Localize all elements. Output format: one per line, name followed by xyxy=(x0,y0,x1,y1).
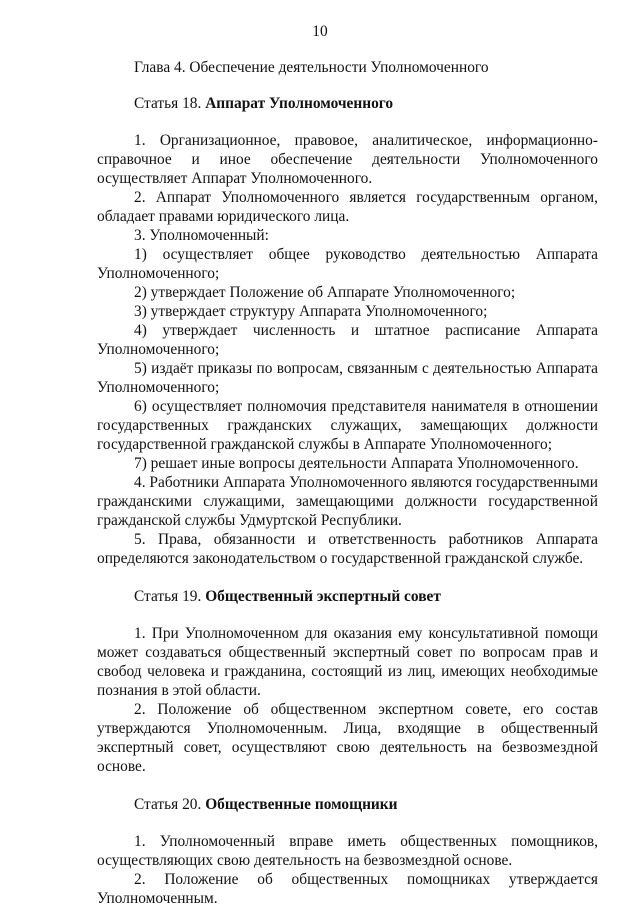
paragraph: 4) утверждает численность и штатное расписание Аппарата Уполномоченного; xyxy=(97,322,598,358)
paragraph: 3. Уполномоченный: xyxy=(134,227,269,244)
paragraph: 2) утверждает Положение об Аппарате Уполномоченного; xyxy=(134,284,516,301)
paragraph: 2. Положение об общественном экспертном совете, его состав утверждаются Уполномоченным. Лица, входящие в общественный экспертный совет, осуществляют свою деятельность на безвозмездной основе. xyxy=(97,701,598,775)
article-title: Аппарат Уполномоченного xyxy=(205,95,394,112)
paragraph: 1. Организационное, правовое, аналитическое, информационно-справочное и иное обеспечение деятельности Уполномоченного осуществляет Аппарат Уполномоченного. xyxy=(97,132,598,187)
section-spacer xyxy=(97,568,598,587)
section-spacer xyxy=(97,776,598,795)
paragraph: 1. При Уполномоченном для оказания ему консультативной помощи может создаваться общественный экспертный совет по вопросам прав и свобод человека и гражданина, состоящий из лиц, имеющих необходимые познания в этой области. xyxy=(97,625,598,699)
paragraph: 6) осуществляет полномочия представителя нанимателя в отношении государственных гражданских служащих, замещающих должности государственной гражданской службы в Аппарате Уполномоченного; xyxy=(97,398,598,453)
paragraph: 1) осуществляет общее руководство деятельностью Аппарата Уполномоченного; xyxy=(97,246,598,282)
article-title: Общественный экспертный совет xyxy=(205,588,441,605)
article-prefix: Статья 18. xyxy=(134,95,202,112)
article-prefix: Статья 19. xyxy=(134,588,202,605)
page-number: 10 xyxy=(312,23,328,40)
article-title: Общественные помощники xyxy=(205,796,398,813)
paragraph: 1. Уполномоченный вправе иметь общественных помощников, осуществляющих свою деятельность на безвозмездной основе. xyxy=(97,833,598,869)
article-prefix: Статья 20. xyxy=(134,796,202,813)
article-20-heading xyxy=(97,795,598,814)
article-19-heading xyxy=(97,587,598,606)
paragraph: 5) издаёт приказы по вопросам, связанным с деятельностью Аппарата Уполномоченного; xyxy=(97,360,598,396)
document-body xyxy=(97,58,598,908)
paragraph: 3) утверждает структуру Аппарата Уполномоченного; xyxy=(134,303,488,320)
paragraph: 4. Работники Аппарата Уполномоченного являются государственными гражданскими служащими, замещающими должности государственной гражданской службы Удмуртской Республики. xyxy=(97,474,598,529)
paragraph: 7) решает иные вопросы деятельности Аппарата Уполномоченного. xyxy=(134,455,579,472)
paragraph: 2. Аппарат Уполномоченного является государственным органом, обладает правами юридического лица. xyxy=(97,189,598,225)
chapter-title: Глава 4. Обеспечение деятельности Уполномоченного xyxy=(134,59,489,76)
paragraph: 2. Положение об общественных помощниках утверждается Уполномоченным. xyxy=(97,871,598,907)
paragraph: 5. Права, обязанности и ответственность работников Аппарата определяются законодательством о государственной гражданской службе. xyxy=(97,531,598,567)
article-18-heading xyxy=(97,94,598,113)
